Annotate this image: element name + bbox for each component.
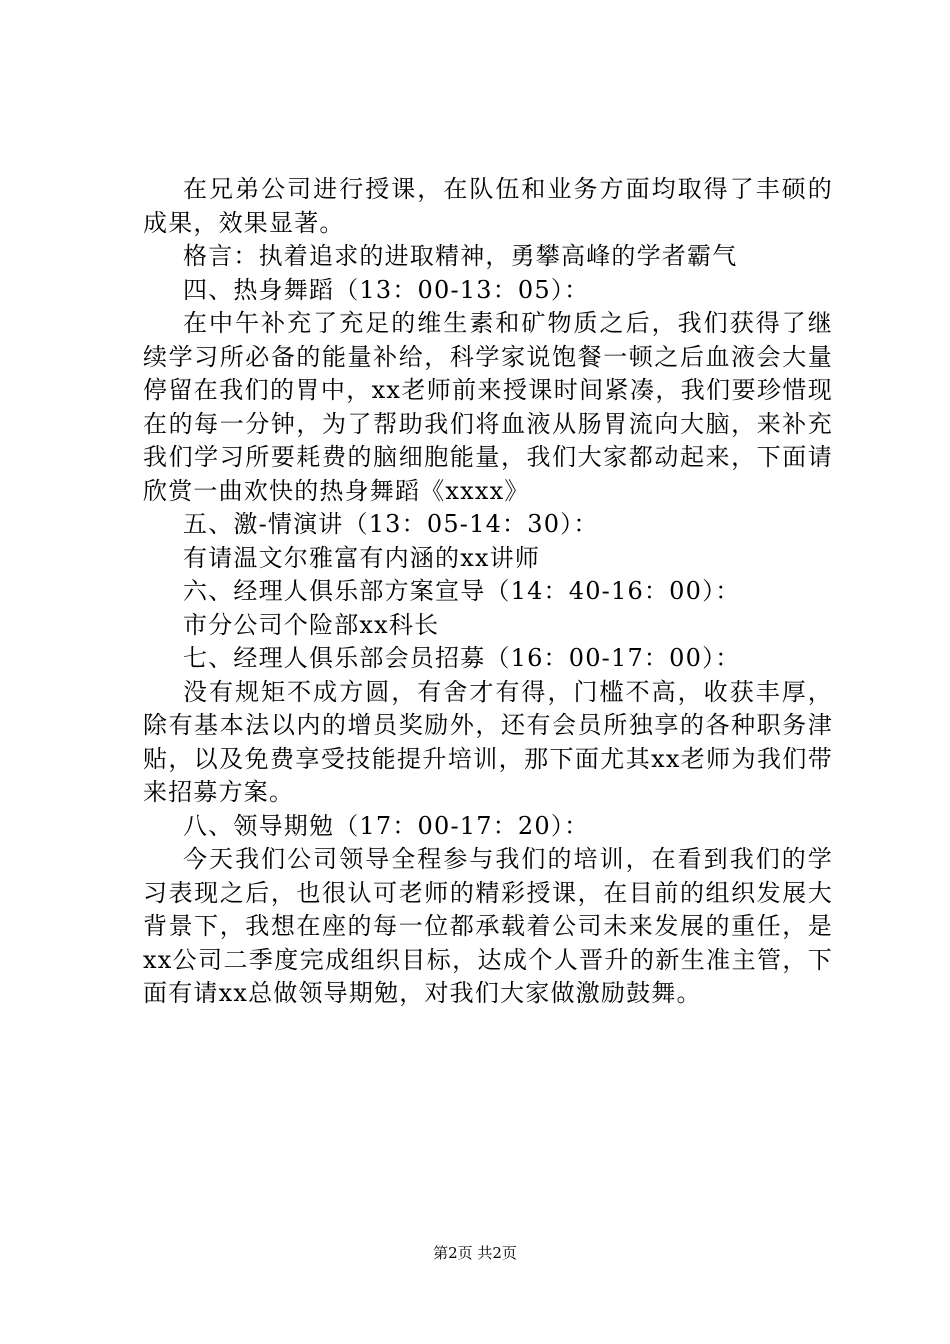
section-heading-speech: 五、激-情演讲（13：05-14：30）： [183, 510, 599, 538]
paragraph-continuation: 在兄弟公司进行授课，在队伍和业务方面均取得了丰硕的成果，效果显著。 [143, 175, 833, 237]
page-footer: 第2页 共2页 [433, 1244, 517, 1262]
paragraph-warmup-dance: 在中午补充了充足的维生素和矿物质之后，我们获得了继续学习所必备的能量补给，科学家说饱餐一顿之后血液会大量停留在我们的胃中，xx老师前来授课时间紧凑，我们要珍惜现在的每一分钟，为了帮助我们将血液从肠胃流向大脑，来补充我们学习所要耗费的脑细胞能量，我们大家都动起来，下面请欣赏一曲欢快的热身舞蹈《xxxx》 [143, 309, 833, 505]
document-body [143, 173, 833, 1011]
section-heading-warmup-dance: 四、热身舞蹈（13：00-13：05）： [183, 275, 590, 304]
section-heading-club-plan: 六、经理人俱乐部方案宣导（14：40-16：00）： [183, 577, 741, 605]
section-heading-leader-speech: 八、领导期勉（17：00-17：20）： [183, 811, 590, 840]
paragraph-member-recruit: 没有规矩不成方圆，有舍才有得，门槛不高，收获丰厚，除有基本法以内的增员奖励外，还有会员所独享的各种职务津贴，以及免费享受技能提升培训，那下面尤其xx老师为我们带来招募方案。 [143, 677, 833, 806]
paragraph-club-plan: 市分公司个险部xx科长 [183, 610, 440, 639]
paragraph-leader-speech: 今天我们公司领导全程参与我们的培训，在看到我们的学习表现之后，也很认可老师的精彩授课，在目前的组织发展大背景下，我想在座的每一位都承载着公司未来发展的重任，是xx公司二季度完成组织目标，达成个人晋升的新生准主管，下面有请xx总做领导期勉，对我们大家做激励鼓舞。 [143, 845, 833, 1007]
paragraph-motto: 格言：执着追求的进取精神，勇攀高峰的学者霸气 [183, 242, 738, 270]
paragraph-speech: 有请温文尔雅富有内涵的xx讲师 [183, 543, 541, 572]
section-heading-member-recruit: 七、经理人俱乐部会员招募（16：00-17：00）： [183, 644, 741, 672]
